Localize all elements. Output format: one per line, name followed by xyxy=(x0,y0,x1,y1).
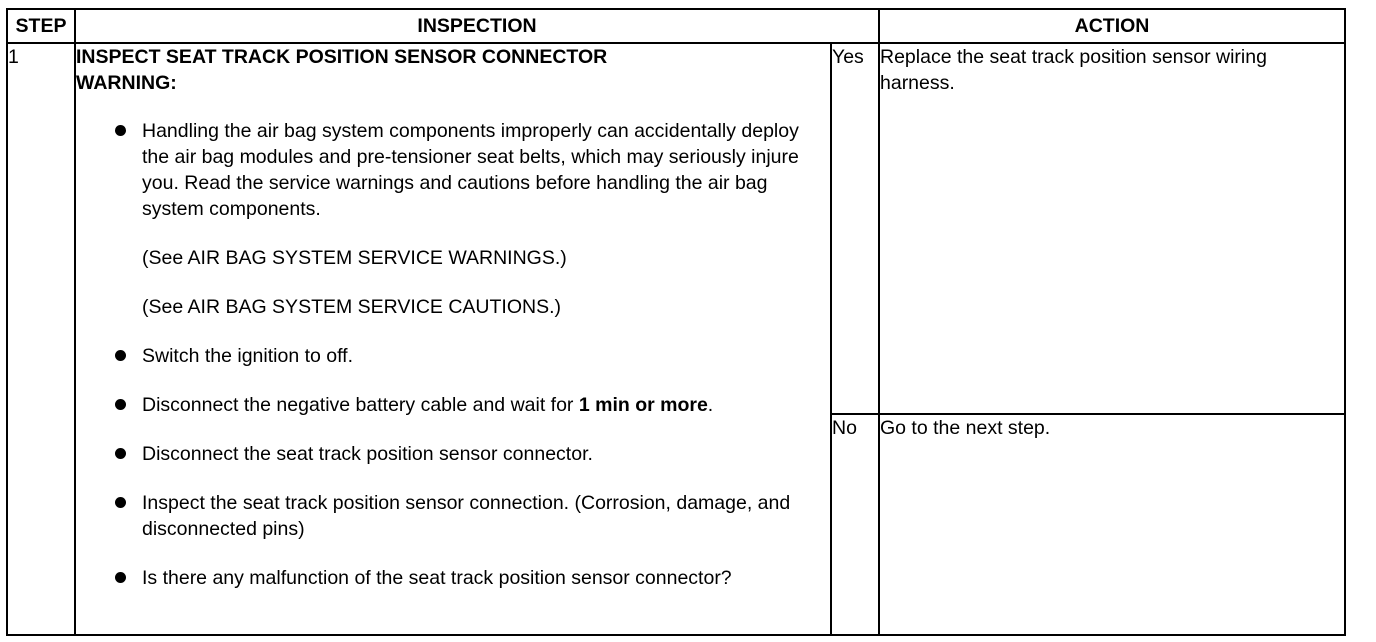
warning-label: WARNING: xyxy=(76,72,177,94)
bullet-text: Is there any malfunction of the seat track position sensor connector? xyxy=(142,567,732,589)
no-action: Go to the next step. xyxy=(879,414,1345,635)
bullet-text xyxy=(142,392,830,418)
inspection-bullets xyxy=(76,118,830,591)
bullet-text: Inspect the seat track position sensor connection. (Corrosion, damage, and disconnected pins) xyxy=(142,492,791,540)
step-row-yes xyxy=(7,43,1345,414)
list-item xyxy=(76,118,830,320)
bullet-icon xyxy=(115,448,126,459)
list-item xyxy=(76,392,830,418)
inspection-cell xyxy=(75,43,831,635)
list-item xyxy=(76,441,830,467)
bullet-icon xyxy=(115,125,126,136)
step-number: 1 xyxy=(7,43,75,635)
bullet-text: Switch the ignition to off. xyxy=(142,345,354,367)
bullet-text: Disconnect the seat track position sensor connector. xyxy=(142,443,593,465)
reference-cautions: (See AIR BAG SYSTEM SERVICE CAUTIONS.) xyxy=(142,296,561,318)
bullet-text-pre: Disconnect the negative battery cable and wait for xyxy=(142,394,579,416)
header-row xyxy=(7,9,1345,43)
list-item xyxy=(76,490,830,542)
bullet-text-emphasis: 1 min or more xyxy=(578,394,708,416)
list-item xyxy=(76,343,830,369)
header-inspection: INSPECTION xyxy=(75,9,879,43)
bullet-icon xyxy=(115,572,126,583)
bullet-text-post: . xyxy=(707,394,714,416)
yes-action: Replace the seat track position sensor wiring harness. xyxy=(879,43,1345,414)
bullet-icon xyxy=(115,497,126,508)
reference-warnings: (See AIR BAG SYSTEM SERVICE WARNINGS.) xyxy=(142,247,567,269)
inspection-title: INSPECT SEAT TRACK POSITION SENSOR CONNECTOR xyxy=(76,46,608,68)
bullet-icon xyxy=(115,399,126,410)
header-action: ACTION xyxy=(879,9,1345,43)
no-label: No xyxy=(831,414,879,635)
bullet-text: Handling the air bag system components improperly can accidentally deploy the air bag modules and pre-tensioner seat belts, which may seriously injure you. Read the service warnings and cautions before handling the air bag system components. xyxy=(142,120,799,220)
bullet-icon xyxy=(115,350,126,361)
list-item xyxy=(76,565,830,591)
header-step: STEP xyxy=(7,9,75,43)
yes-label: Yes xyxy=(831,43,879,414)
diagnostic-table xyxy=(6,8,1346,636)
